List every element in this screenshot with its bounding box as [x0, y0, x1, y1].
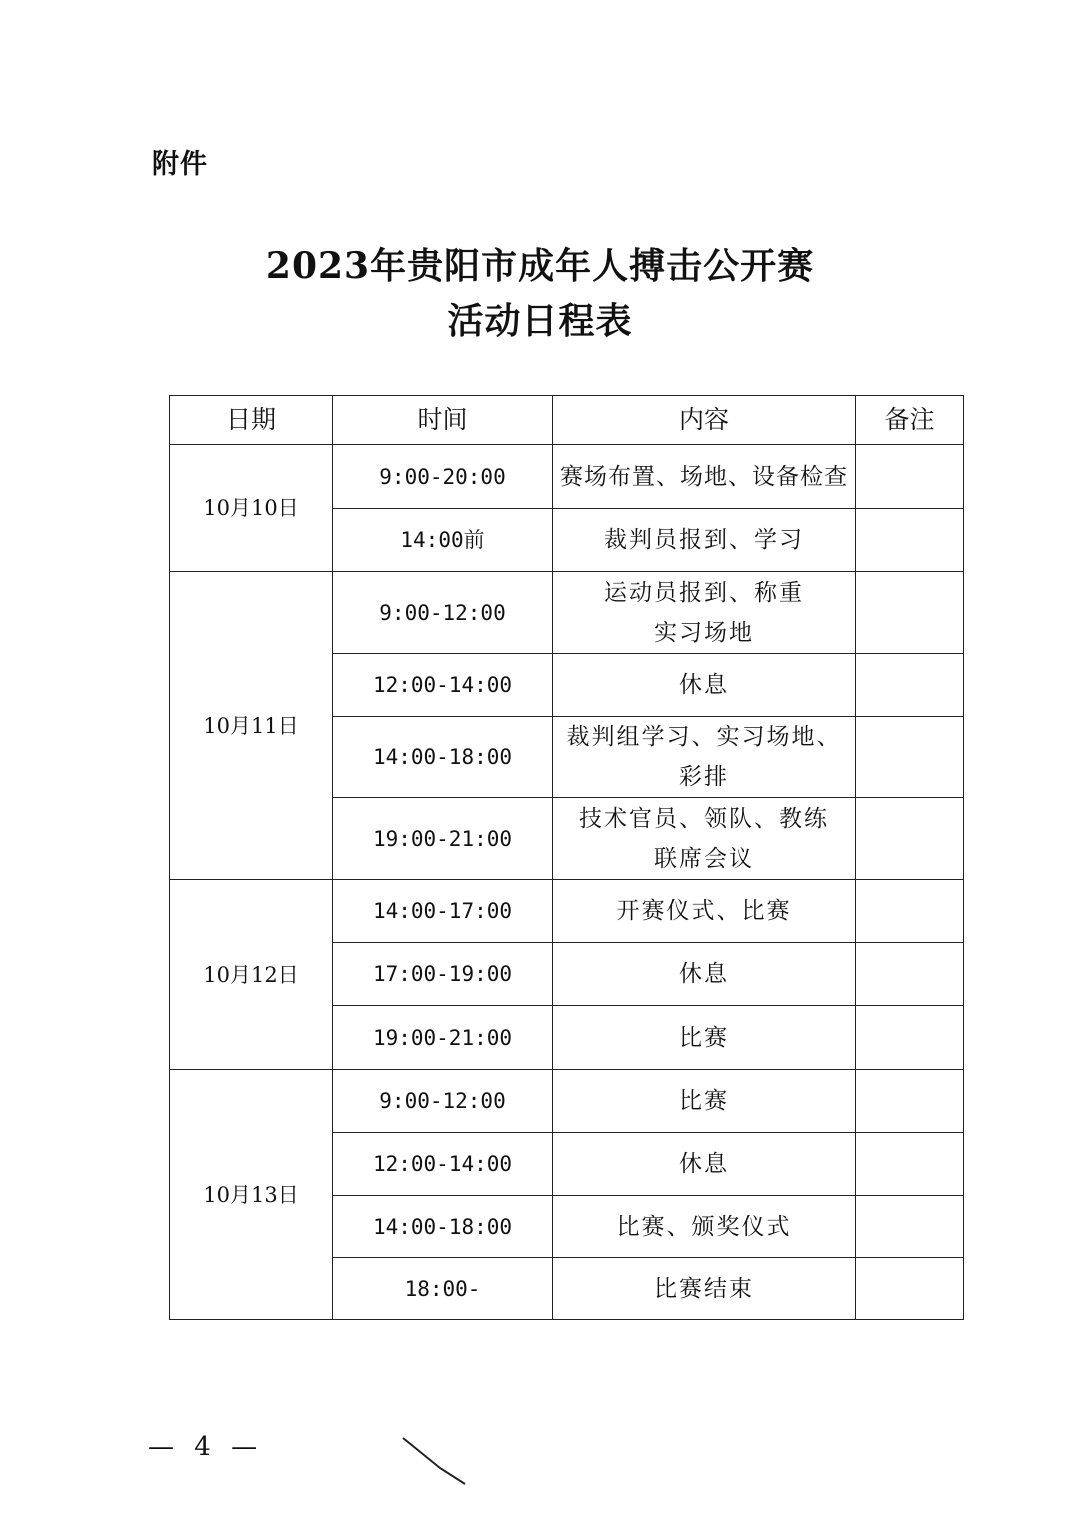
content-cell: 休息 [553, 1133, 856, 1196]
time-cell: 12:00-14:00 [333, 1133, 553, 1196]
table-header-row [170, 396, 964, 445]
remark-cell [856, 445, 964, 509]
content-cell: 休息 [553, 654, 856, 717]
time-cell: 9:00-12:00 [333, 1070, 553, 1133]
page-number: — 4 — [148, 1432, 264, 1462]
content-cell: 裁判组学习、实习场地、 彩排 [553, 717, 856, 798]
content-cell: 比赛结束 [553, 1258, 856, 1320]
attachment-label: 附件 [152, 149, 208, 180]
content-cell: 休息 [553, 943, 856, 1006]
time-cell: 12:00-14:00 [333, 654, 553, 717]
schedule-table [169, 395, 964, 1320]
remark-cell [856, 509, 964, 572]
header-content: 内容 [553, 396, 856, 445]
remark-cell [856, 943, 964, 1006]
content-cell: 裁判员报到、学习 [553, 509, 856, 572]
remark-cell [856, 1258, 964, 1320]
remark-cell [856, 798, 964, 880]
content-cell: 技术官员、领队、教练 联席会议 [553, 798, 856, 880]
document-title: 2023年贵阳市成年人搏击公开赛 [265, 245, 815, 287]
content-cell: 开赛仪式、比赛 [553, 880, 856, 943]
document-subtitle: 活动日程表 [447, 300, 633, 342]
pen-mark-decoration [395, 1432, 475, 1492]
time-cell: 14:00-18:00 [333, 717, 553, 798]
time-cell: 9:00-20:00 [333, 445, 553, 509]
remark-cell [856, 1006, 964, 1070]
content-cell: 比赛 [553, 1070, 856, 1133]
time-cell: 17:00-19:00 [333, 943, 553, 1006]
header-time: 时间 [333, 396, 553, 445]
table-row [170, 572, 964, 654]
table-row [170, 880, 964, 943]
header-remark: 备注 [856, 396, 964, 445]
remark-cell [856, 654, 964, 717]
remark-cell [856, 717, 964, 798]
time-cell: 9:00-12:00 [333, 572, 553, 654]
remark-cell [856, 1133, 964, 1196]
content-cell: 运动员报到、称重 实习场地 [553, 572, 856, 654]
time-cell: 19:00-21:00 [333, 1006, 553, 1070]
remark-cell [856, 1196, 964, 1258]
remark-cell [856, 572, 964, 654]
date-cell: 10月11日 [170, 572, 333, 880]
table-row [170, 445, 964, 509]
time-cell: 19:00-21:00 [333, 798, 553, 880]
content-cell: 赛场布置、场地、设备检查 [553, 445, 856, 509]
remark-cell [856, 1070, 964, 1133]
remark-cell [856, 880, 964, 943]
table-row [170, 1070, 964, 1133]
content-cell: 比赛 [553, 1006, 856, 1070]
time-cell: 14:00-18:00 [333, 1196, 553, 1258]
date-cell: 10月13日 [170, 1070, 333, 1320]
time-cell: 14:00前 [333, 509, 553, 572]
time-cell: 14:00-17:00 [333, 880, 553, 943]
date-cell: 10月12日 [170, 880, 333, 1070]
content-cell: 比赛、颁奖仪式 [553, 1196, 856, 1258]
date-cell: 10月10日 [170, 445, 333, 572]
time-cell: 18:00- [333, 1258, 553, 1320]
header-date: 日期 [170, 396, 333, 445]
